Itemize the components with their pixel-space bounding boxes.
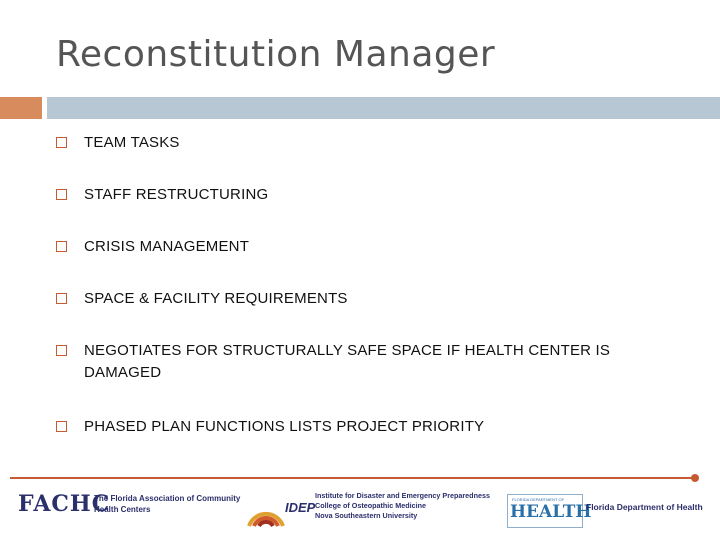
checkbox-bullet-icon: [56, 189, 67, 200]
footer-divider-dot: [691, 474, 699, 482]
doh-logo-mark: HEALTH: [510, 502, 592, 522]
slide-title: Reconstitution Manager: [56, 34, 496, 75]
bullet-item: [56, 340, 644, 384]
checkbox-bullet-icon: [56, 293, 67, 304]
idep-name-line: Nova Southeastern University: [315, 511, 418, 520]
bullet-item: [56, 236, 644, 258]
checkbox-bullet-icon: [56, 345, 67, 356]
title-accent-bar: [0, 97, 42, 119]
bullet-text: CRISIS MANAGEMENT: [84, 238, 250, 255]
bullet-text: SPACE & FACILITY REQUIREMENTS: [84, 290, 348, 307]
fachc-name-line: The Florida Association of Community: [94, 494, 241, 503]
footer-logos: [0, 488, 720, 536]
idep-name-line: Institute for Disaster and Emergency Preparedness: [315, 491, 490, 500]
idep-name-line: College of Osteopathic Medicine: [315, 501, 427, 510]
bullet-text: TEAM TASKS: [84, 134, 180, 151]
bullet-item: [56, 416, 644, 438]
title-divider-bar: [47, 97, 720, 119]
bullet-text: NEGOTIATES FOR STRUCTURALLY SAFE SPACE IF HEALTH CENTER IS DAMAGED: [84, 342, 611, 381]
doh-name: Florida Department of Health: [586, 502, 703, 512]
footer-divider: [10, 477, 695, 479]
bullet-text: STAFF RESTRUCTURING: [84, 186, 269, 203]
bullet-item: [56, 288, 644, 310]
bullet-text: PHASED PLAN FUNCTIONS LISTS PROJECT PRIORITY: [84, 418, 485, 435]
checkbox-bullet-icon: [56, 421, 67, 432]
fachc-logo: FACHC: [18, 491, 111, 517]
idep-emblem-icon: [245, 490, 287, 532]
idep-name: [315, 491, 490, 521]
checkbox-bullet-icon: [56, 241, 67, 252]
checkbox-bullet-icon: [56, 137, 67, 148]
fachc-name: [94, 493, 240, 515]
bullet-item: [56, 184, 644, 206]
fachc-name-line: Health Centers: [94, 505, 151, 514]
idep-logo-mark: IDEP: [285, 500, 316, 515]
bullet-item: [56, 132, 644, 154]
doh-logo-caption: FLORIDA DEPARTMENT OF: [512, 497, 565, 502]
